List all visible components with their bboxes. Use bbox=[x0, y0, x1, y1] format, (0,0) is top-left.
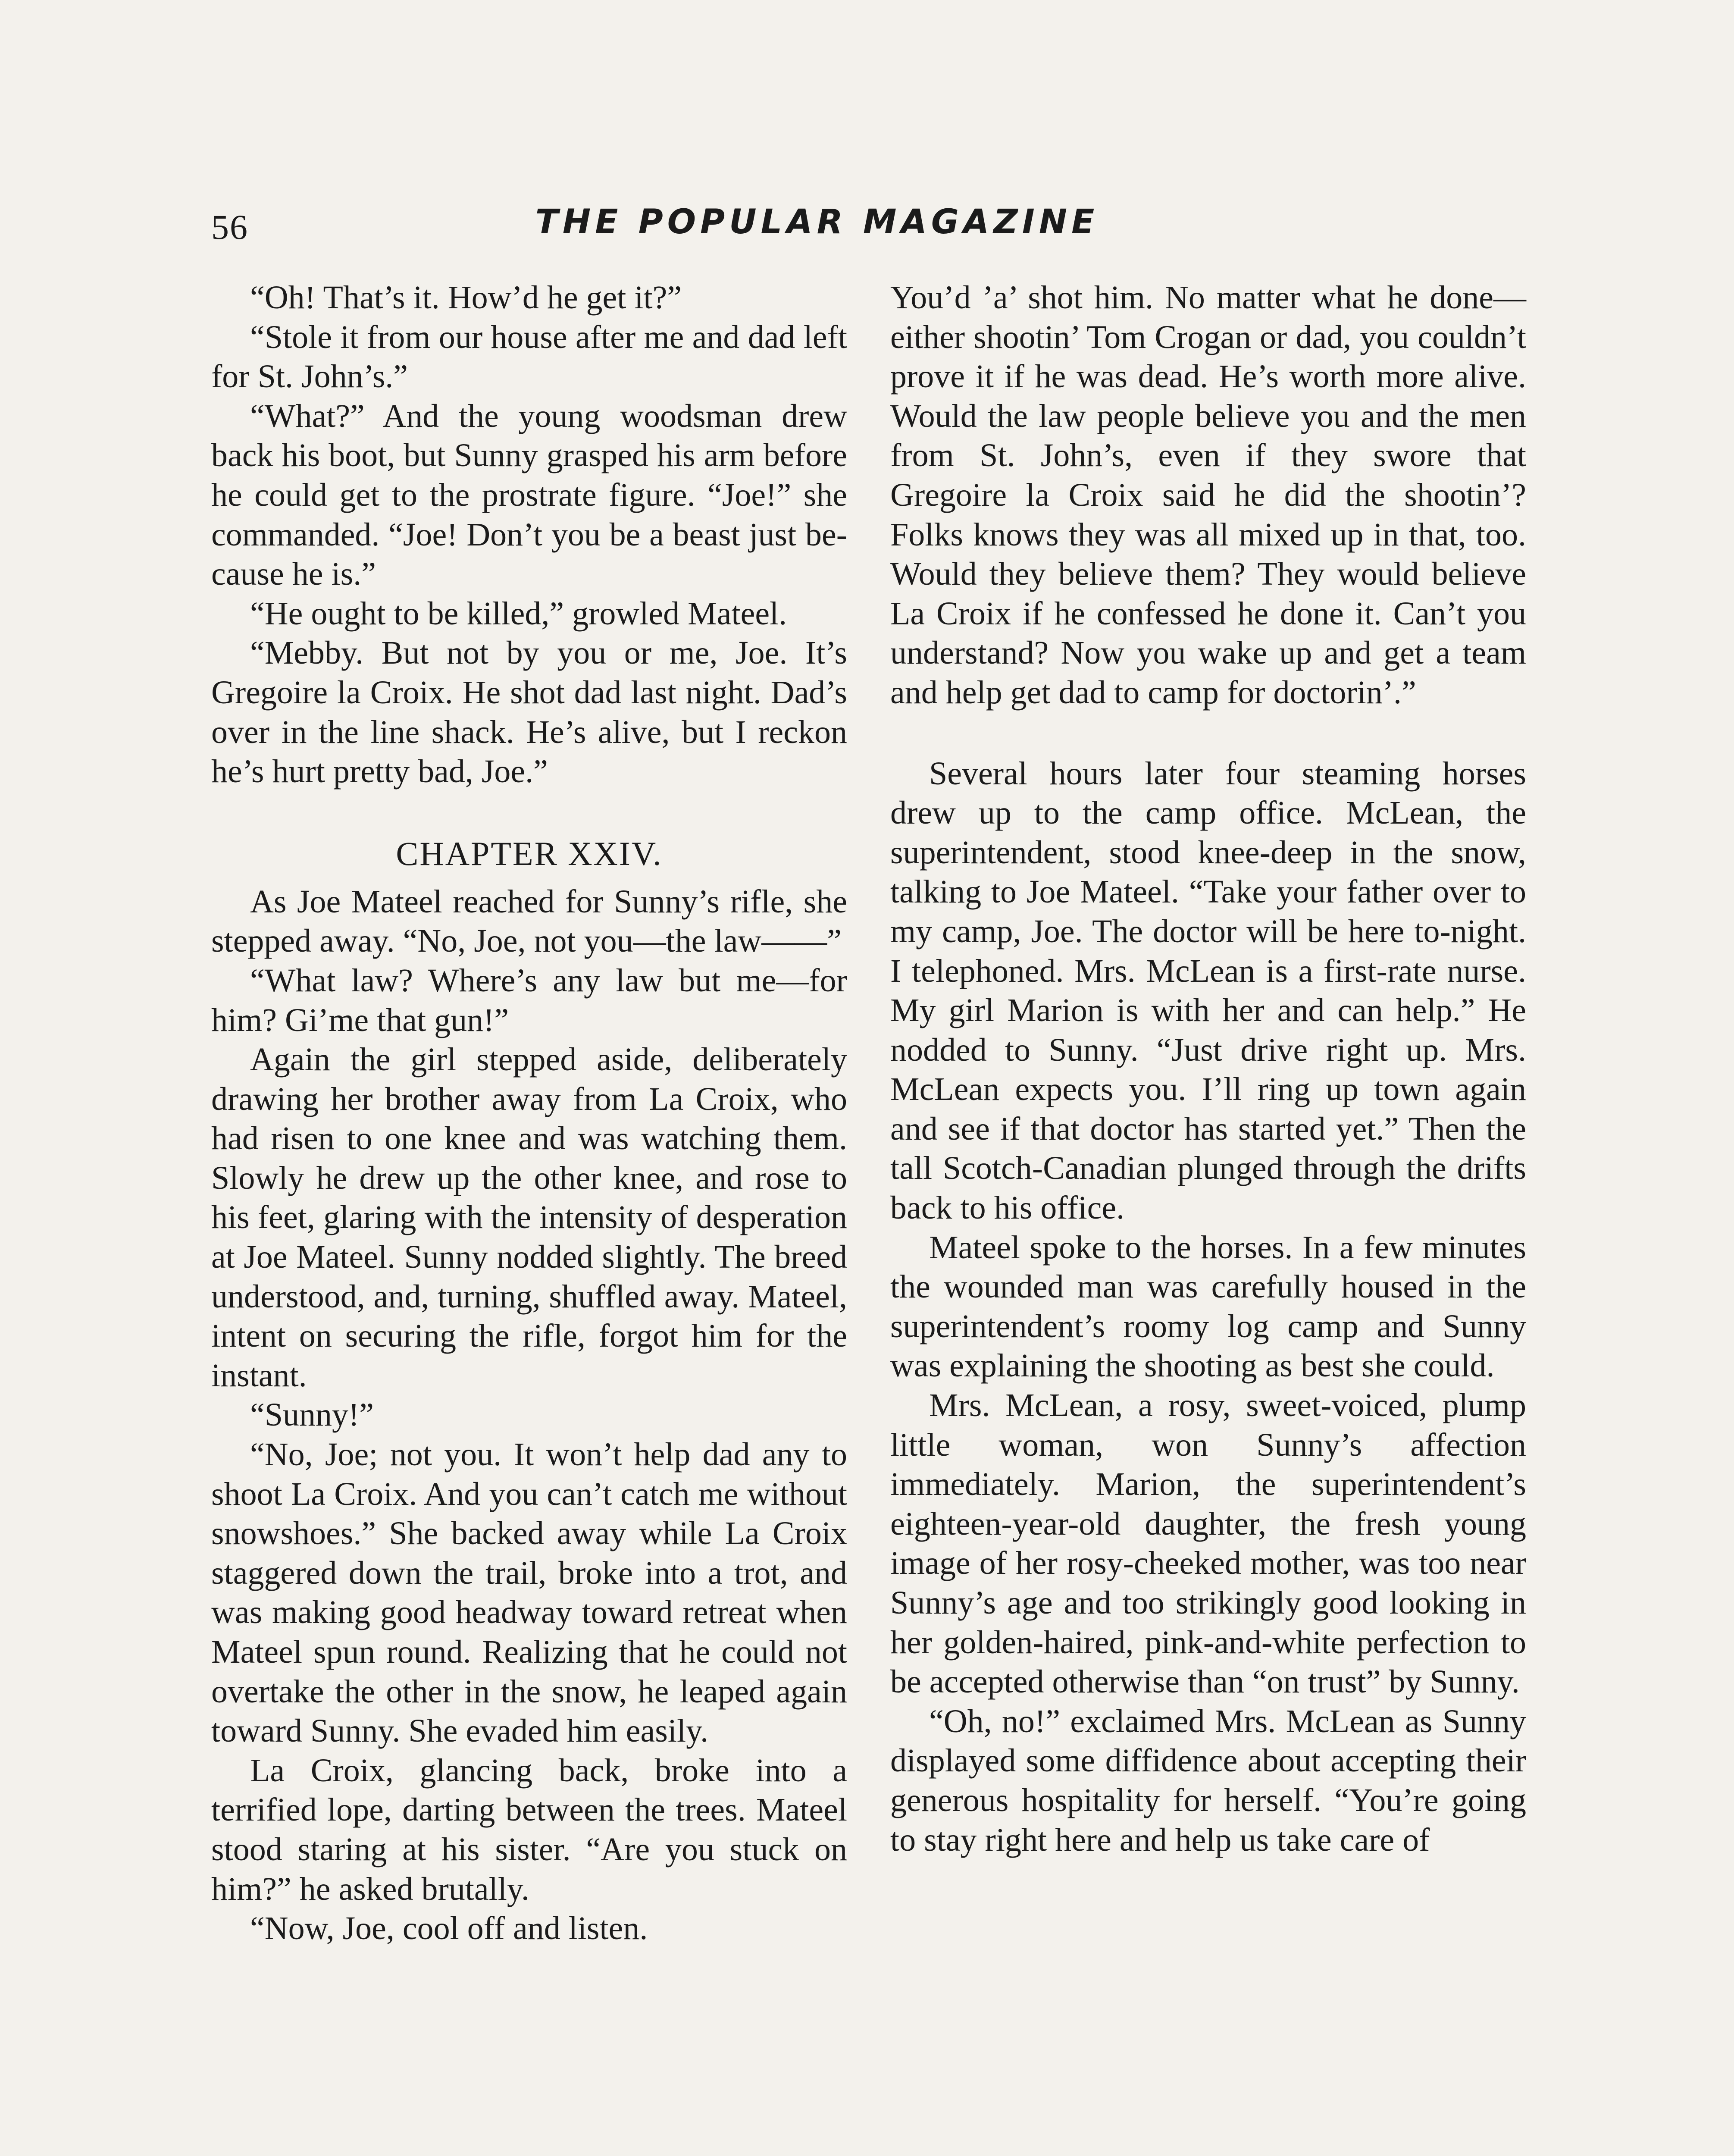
chapter-heading: CHAPTER XXIV. bbox=[396, 834, 663, 872]
paragraph: “He ought to be killed,” growled Mateel. bbox=[250, 595, 787, 632]
paragraph: La Croix, glancing back, broke into a terrified lope, darting between the trees. Mateel stood staring at his sister. “Are you stuck on him?” he asked brutally. bbox=[211, 1752, 847, 1907]
paragraph: “What law? Where’s any law but me—for him? Gi’me that gun!” bbox=[211, 962, 847, 1038]
paragraph: “What?” And the young woodsman drew back his boot, but Sunny grasped his arm before he could get to the prostrate figure. “Joe!” she commanded. “Joe! Don’t you be a beast just because he is.” bbox=[211, 398, 847, 592]
paragraph: “Sunny!” bbox=[250, 1397, 374, 1433]
right-column bbox=[890, 278, 1526, 1860]
paragraph: “Now, Joe, cool off and listen. bbox=[250, 1910, 648, 1947]
continued-paragraph: You’d ’a’ shot him. No matter what he done—either shootin’ Tom Crogan or dad, you couldn’t prove it if he was dead. He’s worth more alive. Would the law people believe you and the men from St. John’s, even if they swore that Gregoire la Croix said he did the shootin’? Folks knows they was all mixed up in that, too. Would they believe them? They would believe La Croix if he confessed he done it. Can’t you understand? Now you wake up and get a team and help get dad to camp for doctorin’.” bbox=[890, 279, 1526, 711]
left-column bbox=[211, 278, 847, 1949]
paragraph: Several hours later four steaming horses drew up to the camp office. McLean, the superintendent, stood knee-deep in the snow, talking to Joe Mateel. “Take your father over to my camp, Joe. The doctor will be here to-night. I telephoned. Mrs. McLean is a first-rate nurse. My girl Marion is with her and can help.” He nodded to Sunny. “Just drive right up. Mrs. McLean expects you. I’ll ring up town again and see if that doctor has started yet.” Then the tall Scotch-Canadian plunged through the drifts back to his office. bbox=[890, 755, 1526, 1226]
paragraph: “Stole it from our house after me and dad left for St. John’s.” bbox=[211, 319, 847, 395]
paragraph: Mrs. McLean, a rosy, sweet-voiced, plump little woman, won Sunny’s affection immediately. Marion, the superintendent’s eighteen-year-old daughter, the fresh young image of her rosy-cheeked mother, was too near Sunny’s age and too strikingly good looking in her golden-haired, pink-and-white perfection to be accepted otherwise than “on trust” by Sunny. bbox=[890, 1387, 1526, 1700]
paragraph: “No, Joe; not you. It won’t help dad any to shoot La Croix. And you can’t catch me without snowshoes.” She backed away while La Croix staggered down the trail, broke into a trot, and was making good headway toward retreat when Mateel spun round. Realizing that he could not overtake the other in the snow, he leaped again toward Sunny. She evaded him easily. bbox=[211, 1436, 847, 1749]
paragraph: “Oh! That’s it. How’d he get it?” bbox=[250, 279, 682, 316]
section-break bbox=[890, 713, 1526, 754]
page-header bbox=[211, 203, 1423, 254]
paragraph: As Joe Mateel reached for Sunny’s rifle, she stepped away. “No, Joe, not you—the law——” bbox=[211, 883, 847, 959]
paragraph: Again the girl stepped aside, deliberately drawing her brother away from La Croix, who had risen to one knee and was watching them. Slowly he drew up the other knee, and rose to his feet, glaring with the intensity of desperation at Joe Mateel. Sunny nodded slightly. The breed understood, and, turning, shuffled away. Mateel, intent on securing the rifle, forgot him for the instant. bbox=[211, 1041, 847, 1394]
paragraph: Mateel spoke to the horses. In a few minutes the wounded man was carefully housed in the superintendent’s roomy log camp and Sunny was explaining the shooting as best she could. bbox=[890, 1229, 1526, 1384]
page-number: 56 bbox=[211, 207, 248, 247]
paragraph: “Mebby. But not by you or me, Joe. It’s Gregoire la Croix. He shot dad last night. Dad’s over in the line shack. He’s alive, but I reckon he’s hurt pretty bad, Joe.” bbox=[211, 635, 847, 790]
paragraph: “Oh, no!” exclaimed Mrs. McLean as Sunny displayed some diffidence about accepting their generous hospitality for herself. “You’re going to stay right here and help us take care of bbox=[890, 1703, 1526, 1858]
magazine-title: THE POPULAR MAGAZINE bbox=[535, 203, 1099, 241]
